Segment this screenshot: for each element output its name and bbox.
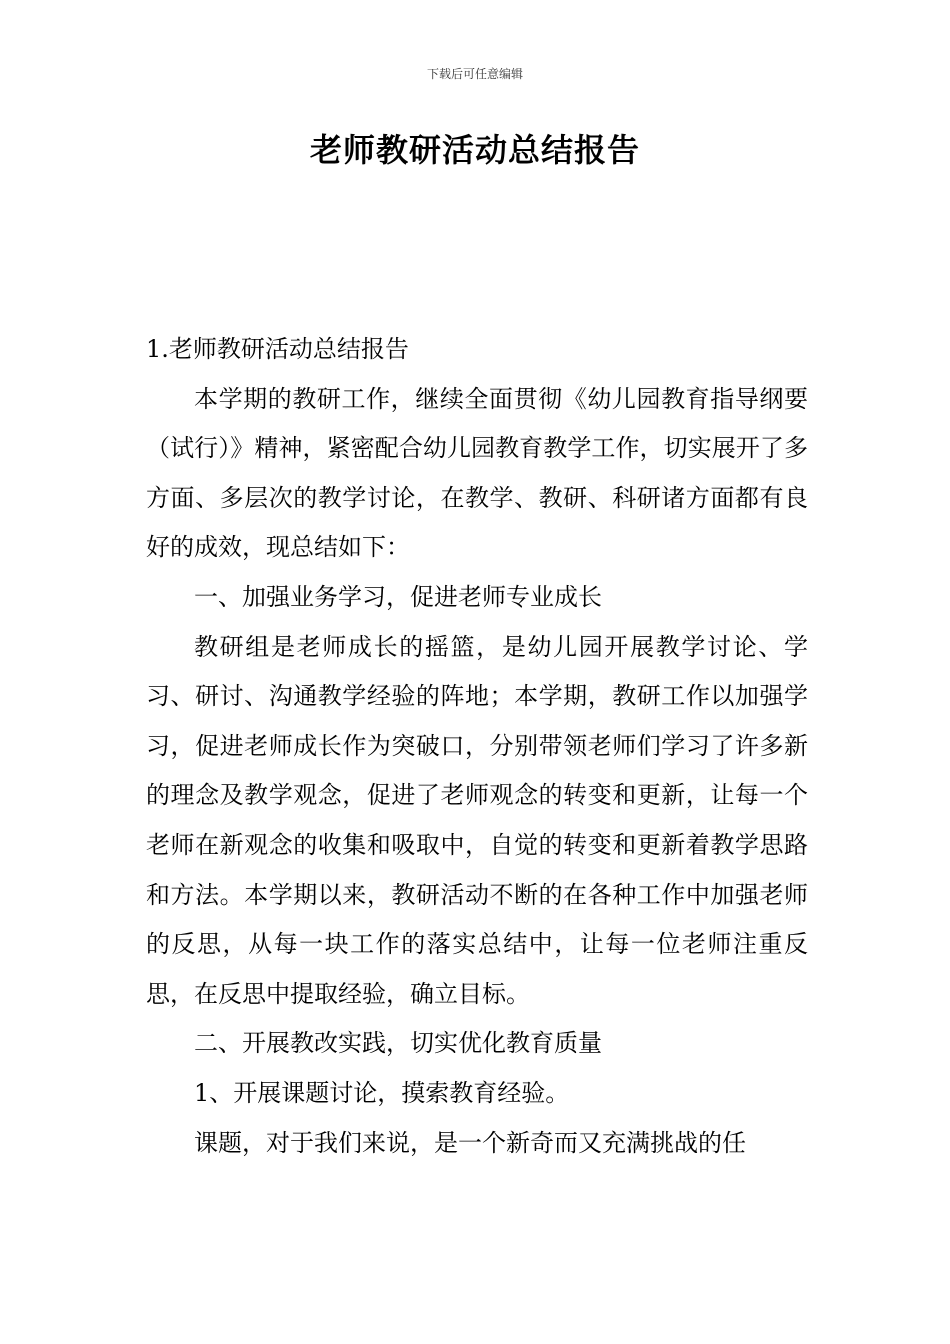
list-item: 1、开展课题讨论，摸索教育经验。 bbox=[194, 1078, 570, 1107]
document-title: 老师教研活动总结报告 bbox=[309, 131, 640, 169]
section-heading: 1.老师教研活动总结报告 bbox=[146, 335, 409, 363]
document-body bbox=[146, 325, 808, 1168]
body-paragraph: 本学期的教研工作，继续全面贯彻《幼儿园教育指导纲要（试行）》精神，紧密配合幼儿园教育教学工作，切实展开了多方面、多层次的教学讨论，在教学、教研、科研诸方面都有良好的成效，现总结如下： bbox=[146, 384, 808, 562]
subsection-heading: 一、加强业务学习，促进老师专业成长 bbox=[194, 582, 602, 611]
body-paragraph: 课题，对于我们来说，是一个新奇而又充满挑战的任 bbox=[194, 1128, 746, 1157]
subsection-heading: 二、开展教改实践，切实优化教育质量 bbox=[194, 1029, 602, 1058]
header-note: 下载后可任意编辑 bbox=[426, 67, 523, 81]
body-paragraph: 教研组是老师成长的摇篮，是幼儿园开展教学讨论、学习、研讨、沟通教学经验的阵地；本学期，教研工作以加强学习，促进老师成长作为突破口，分别带领老师们学习了许多新的理念及教学观念，促进了老师观念的转变和更新，让每一个老师在新观念的收集和吸取中，自觉的转变和更新着教学思路和方法。本学期以来，教研活动不断的在各种工作中加强老师的反思，从每一块工作的落实总结中，让每一位老师注重反思，在反思中提取经验，确立目标。 bbox=[146, 632, 808, 1008]
